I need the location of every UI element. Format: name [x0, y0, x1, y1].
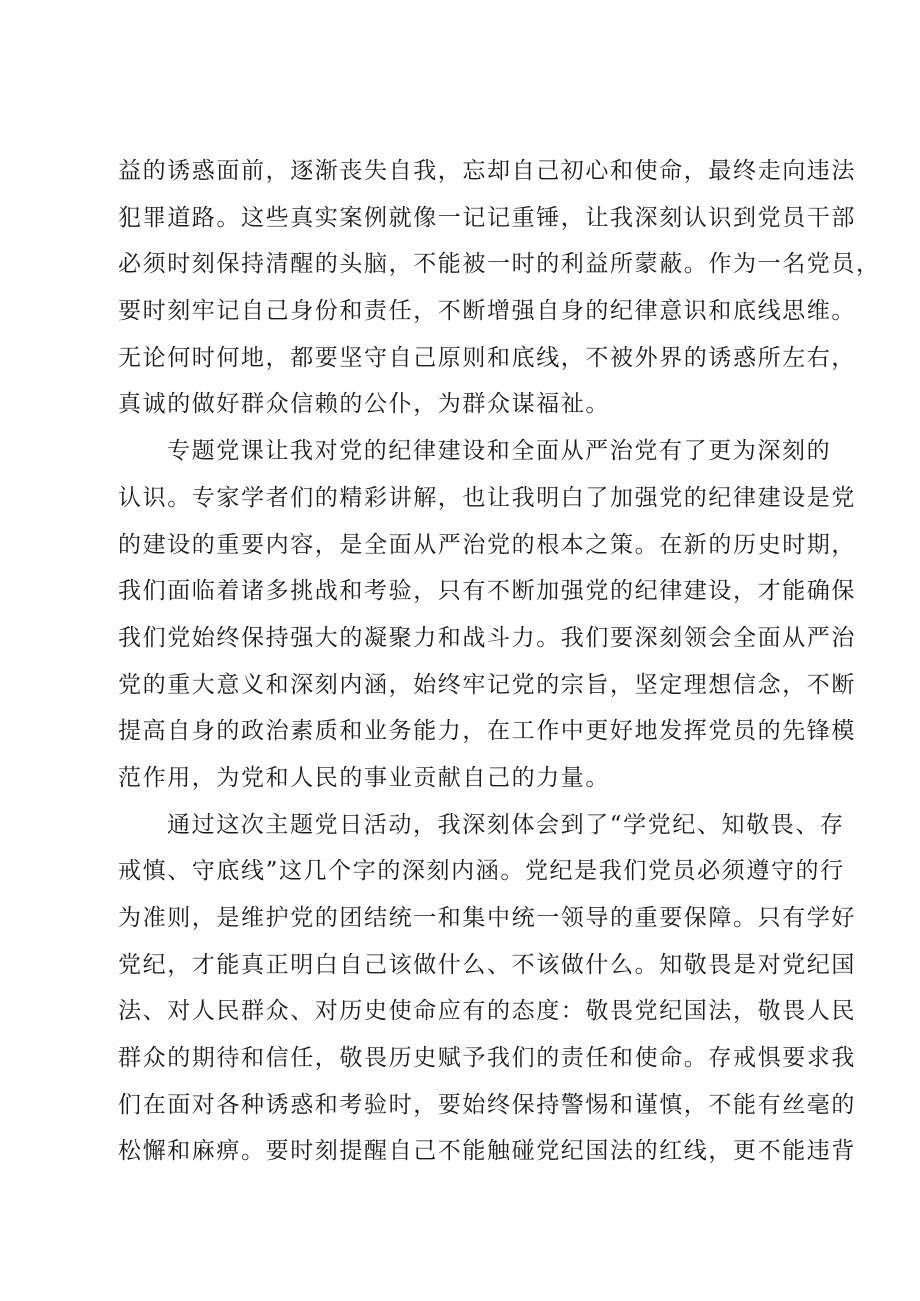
- document-page: [118, 148, 881, 1175]
- text-line: 提高自身的政治素质和业务能力，在工作中更好地发挥党员的先锋模: [118, 718, 856, 745]
- text-line: 们在面对各种诱惑和考验时，要始终保持警惕和谨慎，不能有丝毫的: [118, 1091, 856, 1118]
- text-line: 的建设的重要内容，是全面从严治党的根本之策。在新的历史时期，: [118, 531, 856, 558]
- text-line: 益的诱惑面前，逐渐丧失自我，忘却自己初心和使命，最终走向违法: [118, 158, 856, 184]
- text-line-first: 专题党课让我对党的纪律建设和全面从严治党有了更为深刻的: [167, 438, 832, 465]
- paragraph-2: [118, 428, 856, 802]
- text-line: 我们面临着诸多挑战和考验，只有不断加强党的纪律建设，才能确保: [118, 578, 856, 605]
- text-line: 为准则，是维护党的团结统一和集中统一领导的重要保障。只有学好: [118, 905, 856, 931]
- text-line: 认识。专家学者们的精彩讲解，也让我明白了加强党的纪律建设是党: [118, 484, 856, 511]
- paragraph-1: [118, 148, 881, 428]
- text-line-first: 通过这次主题党日活动，我深刻体会到了“学党纪、知敬畏、存: [167, 811, 845, 838]
- text-line: 范作用，为党和人民的事业贡献自己的力量。: [118, 764, 610, 791]
- text-line: 我们党始终保持强大的凝聚力和战斗力。我们要深刻领会全面从严治: [118, 624, 856, 651]
- text-line: 松懈和麻痹。要时刻提醒自己不能触碰党纪国法的红线，更不能违背: [118, 1138, 856, 1165]
- text-line: 党纪，才能真正明白自己该做什么、不该做什么。知敬畏是对党纪国: [118, 951, 856, 978]
- text-line: 群众的期待和信任，敬畏历史赋予我们的责任和使命。存戒惧要求我: [118, 1045, 856, 1072]
- text-line: 无论何时何地，都要坚守自己原则和底线，不被外界的诱惑所左右，: [118, 344, 856, 371]
- text-line: 犯罪道路。这些真实案例就像一记记重锤，让我深刻认识到党员干部: [118, 204, 856, 231]
- text-line: 党的重大意义和深刻内涵，始终牢记党的宗旨，坚定理想信念，不断: [118, 671, 856, 698]
- text-line: 必须时刻保持清醒的头脑，不能被一时的利益所蒙蔽。作为一名党员，: [118, 251, 881, 278]
- text-line: 戒慎、守底线”这几个字的深刻内涵。党纪是我们党员必须遵守的行: [118, 858, 845, 885]
- text-line: 真诚的做好群众信赖的公仆，为群众谋福祉。: [118, 391, 610, 418]
- paragraph-3: [118, 802, 856, 1176]
- text-line: 要时刻牢记自己身份和责任，不断增强自身的纪律意识和底线思维。: [118, 298, 856, 325]
- text-line: 法、对人民群众、对历史使命应有的态度：敬畏党纪国法，敬畏人民: [118, 998, 856, 1025]
